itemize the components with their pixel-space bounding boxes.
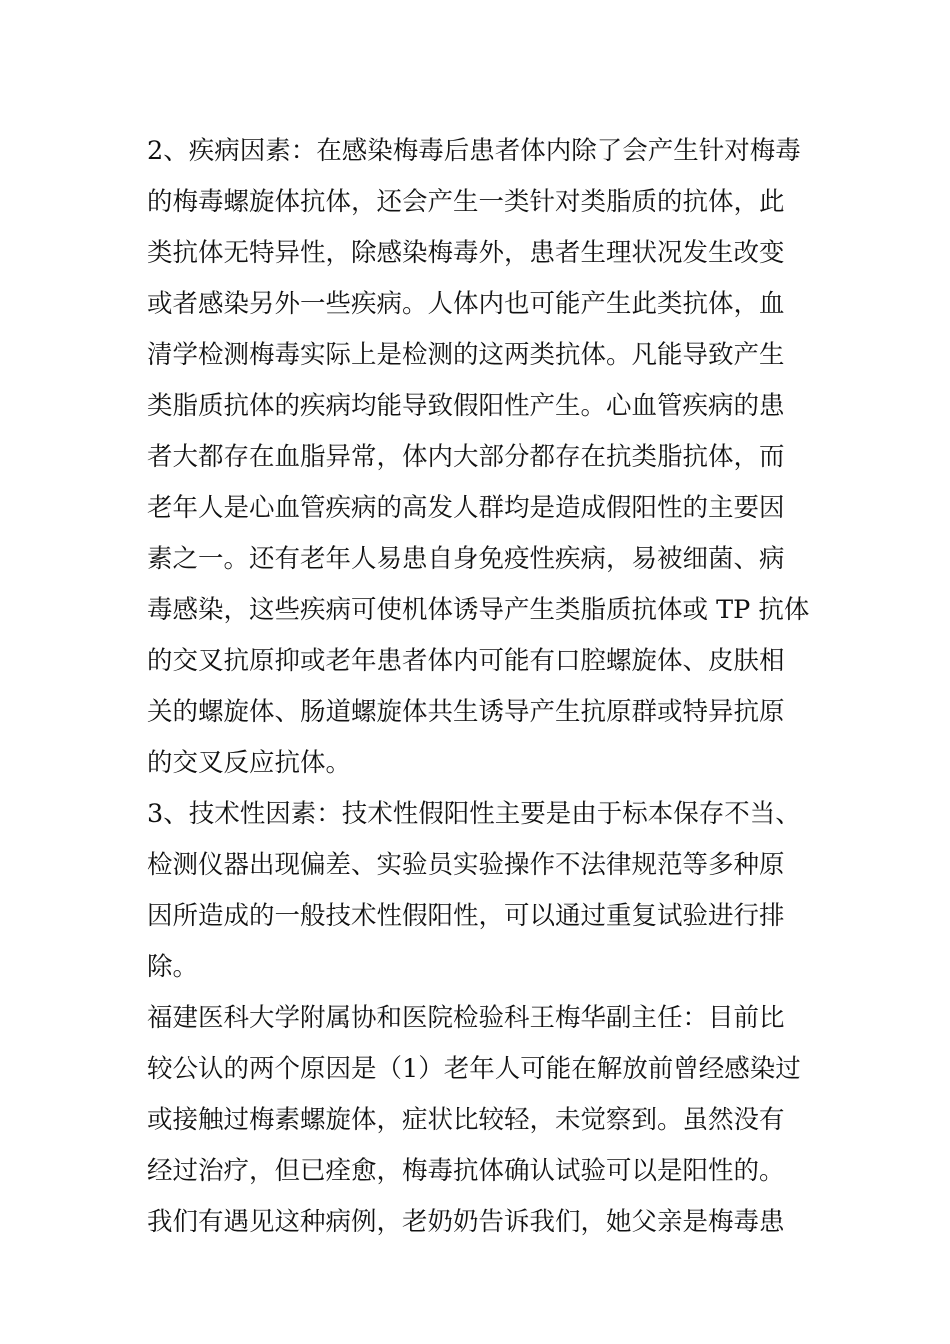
text-line: 类抗体无特异性，除感染梅毒外，患者生理状况发生改变 <box>147 238 785 268</box>
text-line: 者大都存在血脂异常，体内大部分都存在抗类脂抗体，而 <box>147 442 785 472</box>
text-line: 较公认的两个原因是（1）老年人可能在解放前曾经感染过 <box>147 1054 801 1084</box>
text-line: 或接触过梅素螺旋体，症状比较轻，未觉察到。虽然没有 <box>147 1105 785 1135</box>
text-line: 除。 <box>147 952 199 982</box>
text-line: 因所造成的一般技术性假阳性，可以通过重复试验进行排 <box>147 901 785 931</box>
text-line: 素之一。还有老年人易患自身免疫性疾病，易被细菌、病 <box>147 544 785 574</box>
text-line: 的交叉反应抗体。 <box>147 748 352 778</box>
text-line: 的交叉抗原抑或老年患者体内可能有口腔螺旋体、皮肤相 <box>147 646 785 676</box>
text-line: 清学检测梅毒实际上是检测的这两类抗体。凡能导致产生 <box>147 340 785 370</box>
text-line: 或者感染另外一些疾病。人体内也可能产生此类抗体，血 <box>147 289 785 319</box>
body-text <box>147 126 810 1248</box>
text-line: 福建医科大学附属协和医院检验科王梅华副主任：目前比 <box>147 1003 785 1033</box>
text-line: 经过治疗，但已痊愈，梅毒抗体确认试验可以是阳性的。 <box>147 1156 785 1186</box>
text-line: 2、疾病因素：在感染梅毒后患者体内除了会产生针对梅毒 <box>147 136 801 166</box>
text-line: 检测仪器出现偏差、实验员实验操作不法律规范等多种原 <box>147 850 785 880</box>
text-line: 毒感染，这些疾病可使机体诱导产生类脂质抗体或 TP 抗体 <box>147 595 810 625</box>
text-line: 关的螺旋体、肠道螺旋体共生诱导产生抗原群或特异抗原 <box>147 697 785 727</box>
text-line: 老年人是心血管疾病的高发人群均是造成假阳性的主要因 <box>147 493 785 523</box>
text-line: 的梅毒螺旋体抗体，还会产生一类针对类脂质的抗体，此 <box>147 187 785 217</box>
text-line: 3、技术性因素：技术性假阳性主要是由于标本保存不当、 <box>147 799 801 829</box>
text-line: 我们有遇见这种病例，老奶奶告诉我们，她父亲是梅毒患 <box>147 1207 785 1237</box>
text-line: 类脂质抗体的疾病均能导致假阳性产生。心血管疾病的患 <box>147 391 785 421</box>
